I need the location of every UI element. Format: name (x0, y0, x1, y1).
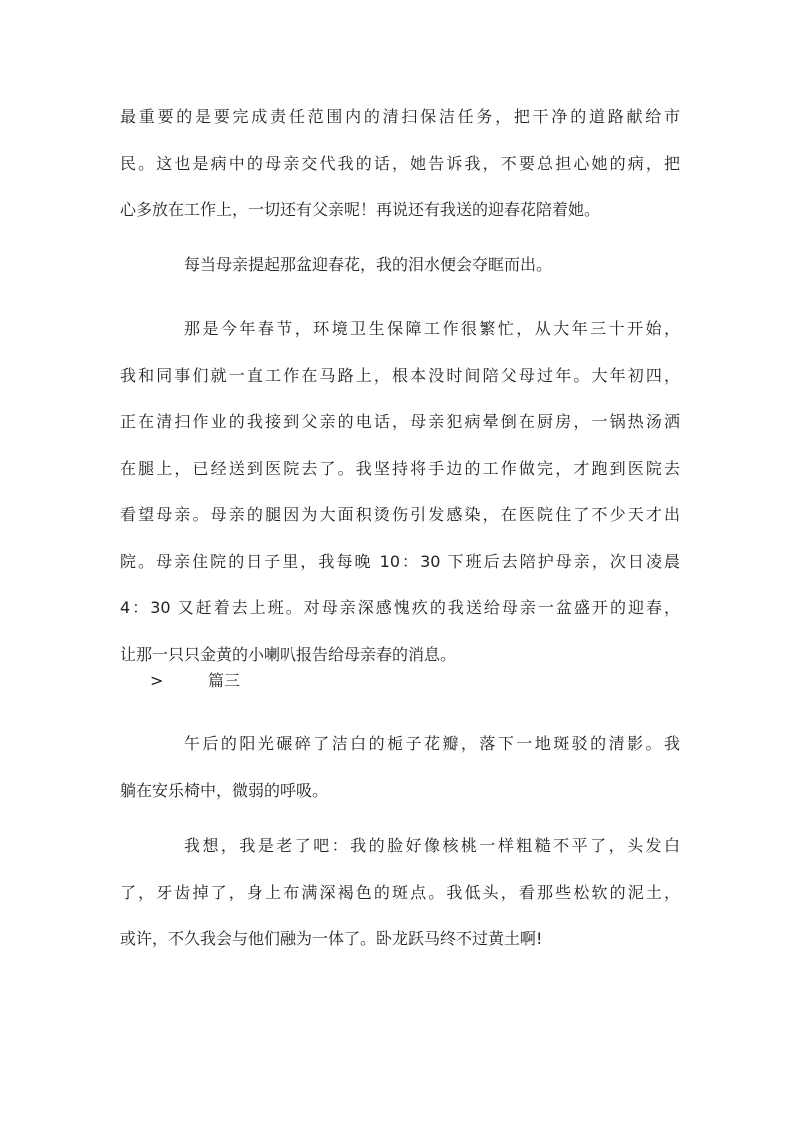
text-line: 最重要的是要完成责任范围内的清扫保洁任务，把干净的道路献给市 (120, 107, 680, 126)
section-marker: > (150, 671, 164, 690)
paragraph-1 (120, 109, 680, 218)
text-line: 我和同事们就一直工作在马路上，根本没时间陪父母过年。大年初四， (120, 365, 680, 385)
text-line: 心多放在工作上，一切还有父亲呢！再说还有我送的迎春花陪着她。 (120, 200, 601, 219)
text-line: 了，牙齿掉了，身上布满深褐色的斑点。我低头，看那些松软的泥土， (120, 882, 680, 902)
text-line: 院。母亲住院的日子里，我每晚 10：30 下班后去陪护母亲，次日凌晨 (120, 551, 680, 571)
text-line: 或许，不久我会与他们融为一体了。卧龙跃马终不过黄土啊! (120, 929, 543, 948)
text-line: 躺在安乐椅中，微弱的呼吸。 (120, 780, 329, 800)
text-line: 4：30 又赶着去上班。对母亲深感愧疚的我送给母亲一盆盛开的迎春， (120, 598, 680, 617)
text-line: 正在清扫作业的我接到父亲的电话，母亲犯病晕倒在厨房，一锅热汤洒 (120, 412, 680, 431)
text-line: 每当母亲提起那盆迎春花，我的泪水便会夺眶而出。 (184, 255, 553, 274)
text-line: 让那一只只金黄的小喇叭报告给母亲春的消息。 (120, 644, 457, 664)
paragraph-4 (120, 736, 680, 799)
paragraph-2 (120, 257, 680, 273)
text-line: 看望母亲。母亲的腿因为大面积烫伤引发感染，在医院住了不少天才出 (120, 505, 680, 524)
text-line: 午后的阳光碾碎了洁白的栀子花瓣，落下一地斑驳的清影。我 (184, 734, 680, 753)
section-title: 篇三 (208, 671, 241, 690)
text-line: 我想，我是老了吧：我的脸好像核桃一样粗糙不平了，头发白 (184, 836, 680, 855)
text-line: 民。这也是病中的母亲交代我的话，她告诉我，不要总担心她的病，把 (120, 153, 680, 173)
text-line: 在腿上，已经送到医院去了。我坚持将手边的工作做完，才跑到医院去 (120, 458, 680, 478)
paragraph-3 (120, 321, 680, 663)
text-line: 那是今年春节，环境卫生保障工作很繁忙，从大年三十开始， (184, 319, 680, 338)
paragraph-5 (120, 838, 680, 947)
